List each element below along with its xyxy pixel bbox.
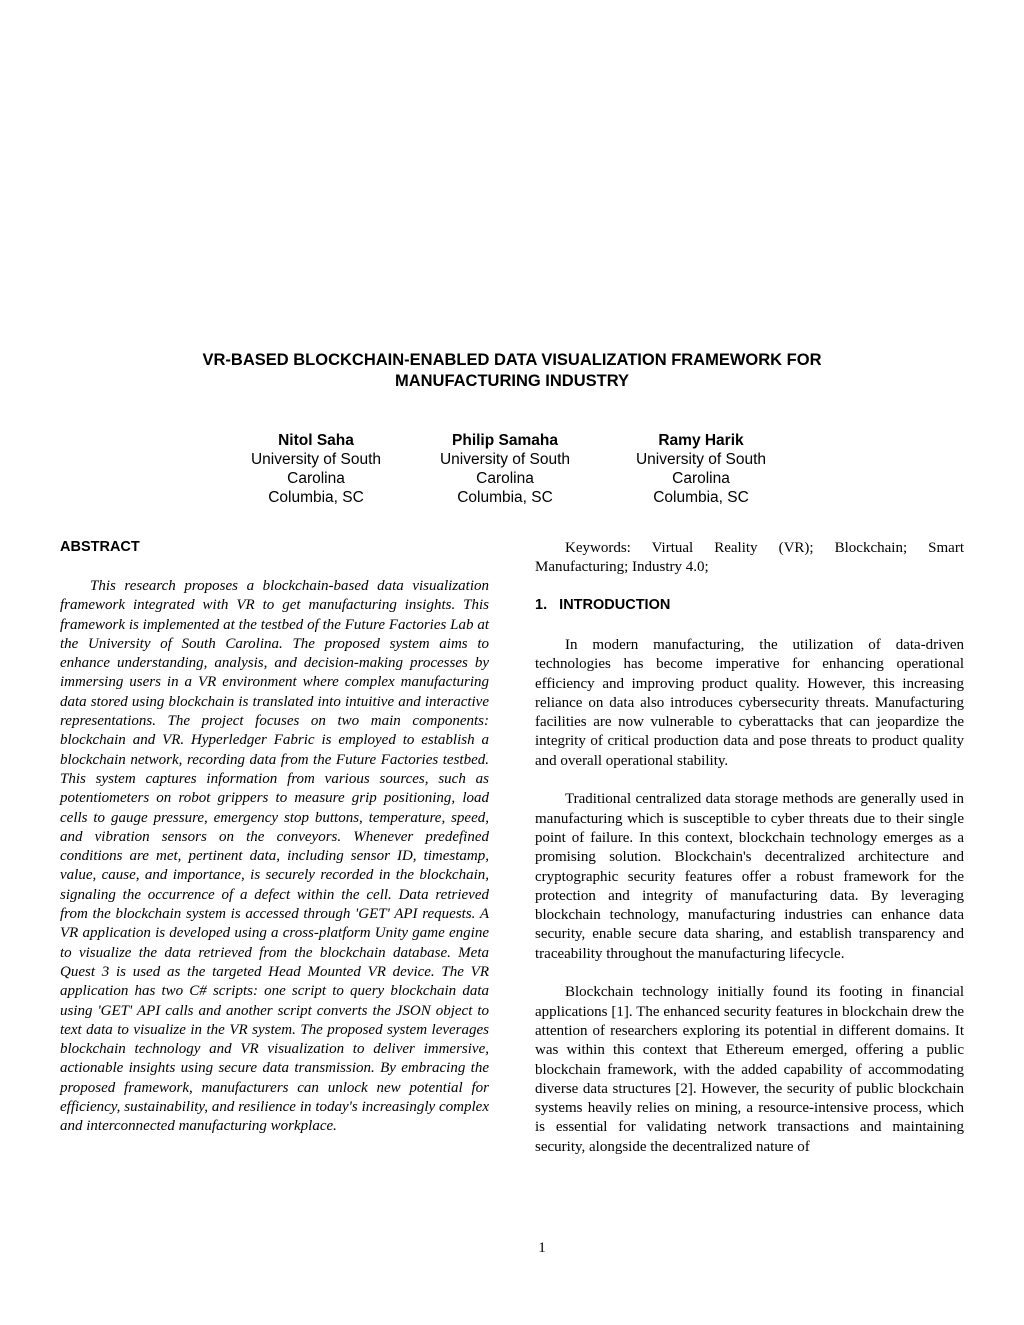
keywords-block — [535, 539, 964, 578]
author-location: Columbia, SC — [653, 489, 749, 506]
abstract-heading: ABSTRACT — [60, 539, 140, 555]
author-block-3 — [606, 431, 796, 507]
intro-paragraph-2: Traditional centralized data storage methods are generally used in manufacturing which is susceptible to cyber threats due to their single point of failure. In this context, blockchain technology emerges as a promising solution. Blockchain's decentralized architecture and cryptographic security features offer a robust framework for the protection and integrity of manufacturing data. By leveraging blockchain technology, manufacturing industries can enhance data security, enable secure data sharing, and establish transparency and traceability throughout the manufacturing lifecycle. — [535, 791, 964, 962]
author-block-1 — [221, 431, 411, 507]
abstract-text: This research proposes a blockchain-based data visualization framework integrated with VR to get manufacturing insights. This framework is implemented at the testbed of the Future Factories Lab at the University of South Carolina. The proposed system aims to enhance understanding, analysis, and decision-making processes by immersing users in a VR environment where complex manufacturing data stored using blockchain is translated into intuitive and interactive representations. The project focuses on two main components: blockchain and VR. Hyperledger Fabric is employed to establish a blockchain network, recording data from the Future Factories testbed. This system captures information from various sources, such as potentiometers on robot grippers to measure grip positioning, load cells to gauge pressure, emergency stop buttons, temperature, speed, and vibration sensors on the conveyors. Whenever predefined conditions are met, pertinent data, including sensor ID, timestamp, value, cause, and importance, is securely recorded in the blockchain, signaling the occurrence of a defect within the cell. Data retrieved from the blockchain system is accessed through 'GET' API requests. A VR application is developed using a cross-platform Unity game engine to visualize the data retrieved from the blockchain database. Meta Quest 3 is used as the targeted Head Mounted VR device. The VR application has two C# scripts: one script to query blockchain data using 'GET' API calls and another script converts the JSON object to text data to visualize in the VR system. The proposed system leverages blockchain technology and VR visualization to deliver immersive, actionable insights using secure data transmission. By embracing the proposed framework, manufacturers can unlock new potential for efficiency, sustainability, and resilience in today's increasingly complex and interconnected manufacturing workplace. — [60, 578, 489, 1135]
author-affiliation: Carolina — [287, 470, 345, 487]
intro-paragraph-3: Blockchain technology initially found its footing in financial applications [1]. The enhanced security features in blockchain drew the attention of researchers exploring its potential in different domains. It was within this context that Ethereum emerged, offering a public blockchain framework, with the added capability of accommodating diverse data structures [2]. However, the security of public blockchain systems heavily relies on mining, a resource-intensive process, which is essential for validating network transactions and maintaining security, alongside the decentralized nature of — [535, 984, 964, 1155]
page-number: 1 — [538, 1240, 546, 1256]
author-name: Nitol Saha — [278, 432, 354, 449]
author-location: Columbia, SC — [268, 489, 364, 506]
introduction-heading: 1. INTRODUCTION — [535, 597, 671, 613]
author-name: Ramy Harik — [658, 432, 744, 449]
author-affiliation: University of South — [250, 451, 382, 468]
author-location: Columbia, SC — [457, 489, 553, 506]
paper-title — [120, 350, 904, 392]
author-affiliation: Carolina — [672, 470, 730, 487]
author-name: Philip Samaha — [452, 432, 558, 449]
introduction-body — [535, 636, 964, 1157]
intro-paragraph-1: In modern manufacturing, the utilization of data-driven technologies has become imperative for enhancing operational efficiency and improving product quality. However, this increasing reliance on data also introduces cybersecurity threats. Manufacturing facilities are now vulnerable to cyberattacks that can jeopardize the integrity of critical production data and pose threats to product quality and overall operational stability. — [535, 637, 964, 769]
author-block-2 — [410, 431, 600, 507]
author-affiliation: University of South — [439, 451, 571, 468]
keywords-text: Keywords: Virtual Reality (VR); Blockchain; Smart Manufacturing; Industry 4.0; — [535, 540, 964, 576]
title-line-2: MANUFACTURING INDUSTRY — [394, 372, 630, 390]
author-affiliation: Carolina — [476, 470, 534, 487]
title-line-1: VR-BASED BLOCKCHAIN-ENABLED DATA VISUALIZATION FRAMEWORK FOR — [202, 351, 822, 369]
author-affiliation: University of South — [635, 451, 767, 468]
